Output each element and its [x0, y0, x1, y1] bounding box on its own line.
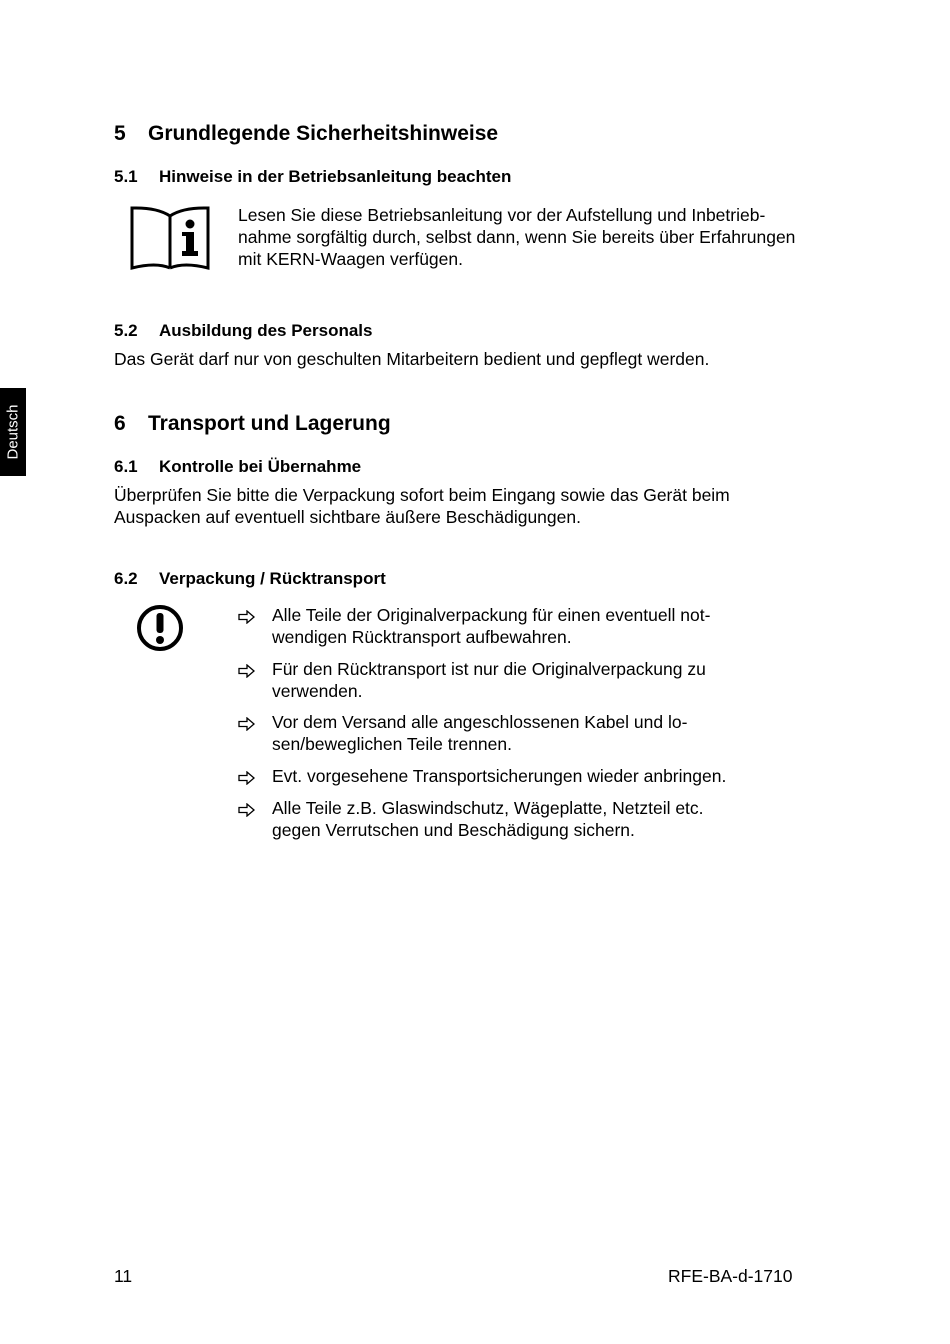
list-item-line: Alle Teile z.B. Glaswindschutz, Wägeplatte, Netzteil etc.: [272, 798, 704, 818]
section-number: 5: [114, 122, 126, 145]
paragraph-line: nahme sorgfältig durch, selbst dann, wenn Sie bereits über Erfahrungen: [238, 227, 796, 247]
arrow-right-icon: [238, 661, 256, 683]
section-heading-5: [114, 122, 498, 146]
subsection-heading-5-1: [114, 167, 511, 187]
list-item-line: gegen Verrutschen und Beschädigung sichern.: [272, 820, 635, 840]
section-heading-6: [114, 412, 391, 436]
inspection-paragraph: [114, 484, 837, 528]
subsection-heading-6-2: [114, 569, 386, 589]
list-item-line: wendigen Rücktransport aufbewahren.: [272, 627, 572, 647]
instruction-paragraph: [238, 204, 795, 270]
language-tab: [0, 388, 26, 476]
paragraph-line: mit KERN-Waagen verfügen.: [238, 249, 463, 269]
subsection-number: 5.2: [114, 321, 138, 340]
subsection-heading-5-2: [114, 321, 373, 341]
subsection-number: 5.1: [114, 167, 138, 186]
arrow-right-icon: [238, 714, 256, 736]
paragraph-line: Lesen Sie diese Betriebsanleitung vor der Aufstellung und Inbetrieb-: [238, 205, 766, 225]
section-number: 6: [114, 412, 126, 435]
personnel-paragraph: Das Gerät darf nur von geschulten Mitarbeitern bedient und gepflegt werden.: [114, 349, 710, 369]
arrow-right-icon: [238, 607, 256, 629]
subsection-number: 6.1: [114, 457, 138, 476]
subsection-title: Verpackung / Rücktransport: [159, 569, 386, 588]
language-tab-label: Deutsch: [4, 404, 22, 460]
subsection-title: Ausbildung des Personals: [159, 321, 373, 340]
subsection-number: 6.2: [114, 569, 138, 588]
paragraph-line: Auspacken auf eventuell sichtbare äußere Beschädigungen.: [114, 507, 581, 527]
subsection-heading-6-1: [114, 457, 361, 477]
subsection-title: Kontrolle bei Übernahme: [159, 457, 362, 476]
list-item-line: Vor dem Versand alle angeschlossenen Kabel und lo-: [272, 712, 688, 732]
subsection-title: Hinweise in der Betriebsanleitung beachten: [159, 167, 512, 186]
arrow-right-icon: [238, 768, 256, 790]
list-item-line: Für den Rücktransport ist nur die Originalverpackung zu: [272, 659, 706, 679]
list-item-line: sen/beweglichen Teile trennen.: [272, 734, 512, 754]
document-id: RFE-BA-d-1710: [668, 1266, 793, 1286]
page-number: 11: [114, 1266, 133, 1286]
list-item-line: Alle Teile der Originalverpackung für einen eventuell not-: [272, 605, 711, 625]
section-title: Transport und Lagerung: [148, 412, 391, 435]
warning-exclamation-icon: [135, 603, 185, 653]
paragraph-line: Überprüfen Sie bitte die Verpackung sofort beim Eingang sowie das Gerät beim: [114, 485, 730, 505]
section-title: Grundlegende Sicherheitshinweise: [148, 122, 499, 145]
list-item-line: verwenden.: [272, 681, 363, 701]
manual-info-icon: [128, 202, 212, 272]
arrow-right-icon: [238, 800, 256, 822]
list-item-line: Evt. vorgesehene Transportsicherungen wieder anbringen.: [272, 766, 727, 786]
